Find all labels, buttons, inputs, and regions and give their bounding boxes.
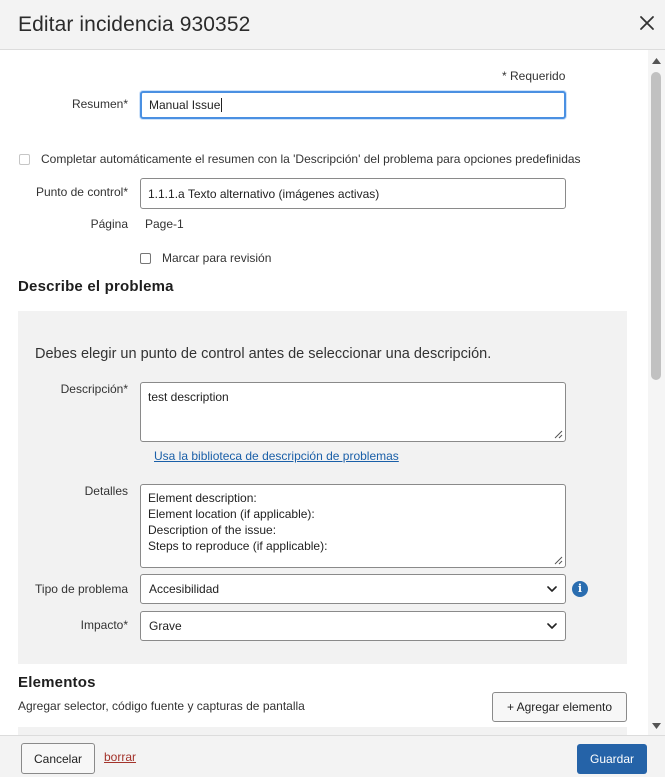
review-checkbox[interactable] <box>140 253 151 264</box>
summary-input[interactable] <box>140 91 566 119</box>
text-caret <box>221 98 222 112</box>
details-line: Steps to reproduce (if applicable): <box>148 539 328 553</box>
issue-type-label: Tipo de problema <box>35 582 128 596</box>
details-line: Description of the issue: <box>148 523 277 537</box>
issue-type-value: Accesibilidad <box>149 582 220 596</box>
scrollbar[interactable] <box>648 50 665 735</box>
details-label: Detalles <box>84 484 128 498</box>
details-textarea[interactable] <box>140 484 566 568</box>
checkpoint-value: 1.1.1.a Texto alternativo (imágenes activas) <box>148 186 380 201</box>
autocomplete-label: Completar automáticamente el resumen con la 'Descripción' del problema para opciones predefinidas <box>41 152 581 166</box>
save-button[interactable]: Guardar <box>577 744 647 774</box>
elements-panel <box>18 727 627 735</box>
issue-type-select[interactable] <box>140 574 566 604</box>
dialog-header <box>0 0 665 50</box>
resize-handle-icon[interactable] <box>554 556 563 565</box>
checkpoint-input[interactable] <box>140 178 566 209</box>
details-line: Element description: <box>148 491 257 505</box>
review-label: Marcar para revisión <box>162 251 272 265</box>
dialog-title: Editar incidencia 930352 <box>18 13 251 36</box>
clear-link[interactable]: borrar <box>104 750 137 764</box>
summary-value: Manual Issue <box>149 98 221 112</box>
dialog-footer <box>0 735 665 777</box>
impact-label: Impacto* <box>80 618 128 632</box>
cancel-button[interactable]: Cancelar <box>21 743 95 774</box>
summary-label: Resumen* <box>71 97 128 111</box>
required-note: * Requerido <box>502 69 566 83</box>
impact-value: Grave <box>149 619 182 633</box>
describe-heading: Describe el problema <box>18 278 174 295</box>
description-label: Descripción* <box>60 382 128 396</box>
checkpoint-notice: Debes elegir un punto de control antes de seleccionar una descripción. <box>35 346 492 362</box>
description-value: test description <box>148 390 229 404</box>
close-icon[interactable] <box>636 12 658 34</box>
page-value: Page-1 <box>145 217 184 231</box>
page-label: Página <box>90 217 128 231</box>
details-line: Element location (if applicable): <box>148 507 315 521</box>
scroll-down-icon[interactable] <box>651 722 662 730</box>
info-icon[interactable]: i <box>572 581 588 597</box>
elements-subtitle: Agregar selector, código fuente y capturas de pantalla <box>18 699 305 713</box>
dialog-body <box>0 50 648 735</box>
scroll-up-icon[interactable] <box>651 57 662 65</box>
chevron-down-icon <box>547 621 557 631</box>
impact-select[interactable] <box>140 611 566 641</box>
checkpoint-label: Punto de control* <box>35 185 128 199</box>
elements-heading: Elementos <box>18 674 96 691</box>
autocomplete-checkbox[interactable] <box>19 154 30 165</box>
chevron-down-icon <box>547 584 557 594</box>
add-element-button[interactable]: + Agregar elemento <box>492 692 627 722</box>
problem-library-link[interactable]: Usa la biblioteca de descripción de problemas <box>154 449 399 463</box>
scrollbar-thumb[interactable] <box>651 72 661 380</box>
description-textarea[interactable] <box>140 382 566 442</box>
resize-handle-icon[interactable] <box>554 430 563 439</box>
